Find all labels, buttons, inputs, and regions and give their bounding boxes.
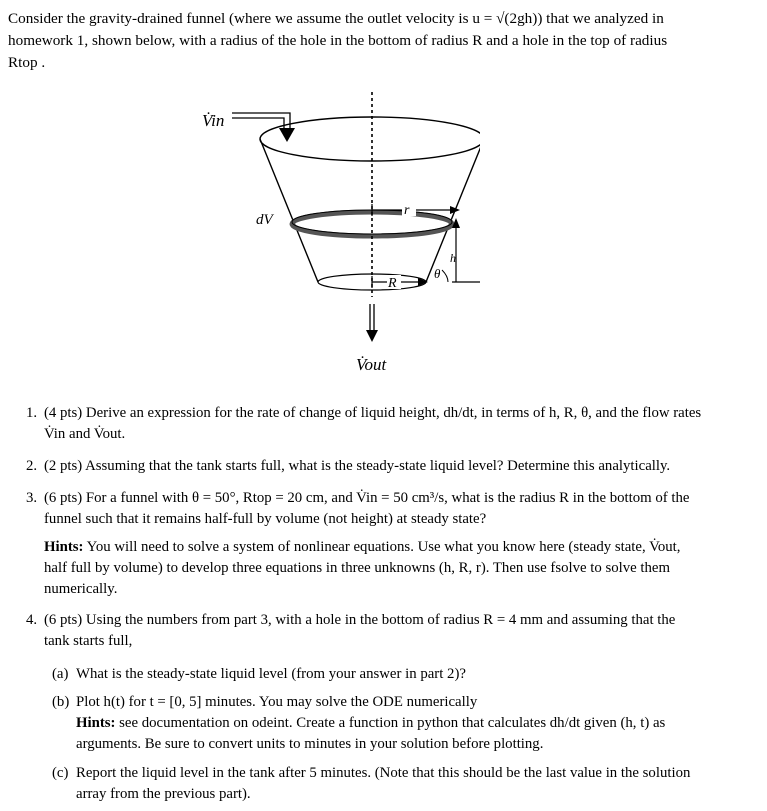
question-4b-line-1: Plot h(t) for t = [0, 5] minutes. You may solve the ODE numerically [76, 694, 478, 710]
funnel-diagram [180, 92, 480, 382]
question-4-line-2: tank starts full, [44, 633, 133, 649]
question-4b-label: (b) [52, 694, 70, 710]
question-4 [26, 610, 712, 652]
vin-label: V̇in [202, 111, 225, 130]
hints-3-line-3: numerically. [44, 581, 118, 597]
question-1-number: 1. [26, 405, 38, 421]
inflow-arrow-icon [279, 128, 295, 142]
question-1-line-1: (4 pts) Derive an expression for the rate of change of liquid height, dh/dt, in terms of h, R, θ, and the flow rates [44, 405, 702, 421]
question-4c [52, 763, 712, 805]
r-label: r [404, 203, 410, 218]
question-4-line-1: (6 pts) Using the numbers from part 3, with a hole in the bottom of radius R = 4 mm and assuming that the [44, 612, 676, 628]
question-2 [26, 456, 712, 477]
funnel-left-side [260, 139, 318, 282]
h-label: h [450, 251, 456, 265]
question-3-line-2: funnel such that it remains half-full by volume (not height) at steady state? [44, 511, 487, 527]
intro-line-2: homework 1, shown below, with a radius of the hole in the bottom of radius R and a hole in the top of radius [8, 32, 668, 49]
question-2-line-1: (2 pts) Assuming that the tank starts full, what is the steady-state liquid level? Determine this analytically. [44, 458, 671, 474]
r-arrowhead-icon [450, 206, 460, 214]
funnel-top-rim [260, 117, 480, 161]
intro-line-1: Consider the gravity-drained funnel (where we assume the outlet velocity is u = √(2gh)) that we analyzed in [8, 10, 664, 27]
question-1-line-2: V̇in and V̇out. [44, 426, 126, 442]
intro-line-3: Rtop . [8, 54, 46, 71]
intro-paragraph [8, 8, 710, 74]
question-4-number: 4. [26, 612, 38, 628]
theta-label: θ [434, 266, 441, 281]
question-4a-line-1: What is the steady-state liquid level (from your answer in part 2)? [76, 666, 466, 682]
theta-arc [442, 270, 448, 282]
question-4c-line-1: Report the liquid level in the tank after 5 minutes. (Note that this should be the last value in the solution [76, 765, 691, 781]
question-4a-label: (a) [52, 666, 69, 682]
dv-label: dV [256, 212, 273, 228]
hints-4b-label: Hints: [76, 715, 116, 731]
R-label: R [388, 276, 397, 291]
hints-3-label: Hints: [44, 539, 84, 555]
question-4b-line-3: arguments. Be sure to convert units to minutes in your solution before plotting. [76, 736, 544, 752]
vout-label: V̇out [356, 355, 387, 374]
question-3-hints [26, 537, 712, 600]
question-4a [52, 664, 712, 685]
hints-3-line-1: You will need to solve a system of nonlinear equations. Use what you know here (steady state, V̇out, [83, 539, 681, 555]
question-4b-line-2: see documentation on odeint. Create a function in python that calculates dh/dt given (h, t) as [115, 715, 666, 731]
outflow-arrow-icon [366, 330, 378, 342]
question-3 [26, 488, 712, 530]
question-4c-line-2: array from the previous part). [76, 786, 251, 802]
question-3-line-1: (6 pts) For a funnel with θ = 50°, Rtop = 20 cm, and V̇in = 50 cm³/s, what is the radius R in the bottom of the [44, 490, 690, 506]
question-4c-label: (c) [52, 765, 69, 781]
question-2-number: 2. [26, 458, 38, 474]
question-3-number: 3. [26, 490, 38, 506]
question-1 [26, 403, 712, 445]
hints-3-line-2: half full by volume) to develop three equations in three unknowns (h, R, r). Then use fsolve to solve them [44, 560, 670, 576]
question-4b [52, 692, 712, 755]
